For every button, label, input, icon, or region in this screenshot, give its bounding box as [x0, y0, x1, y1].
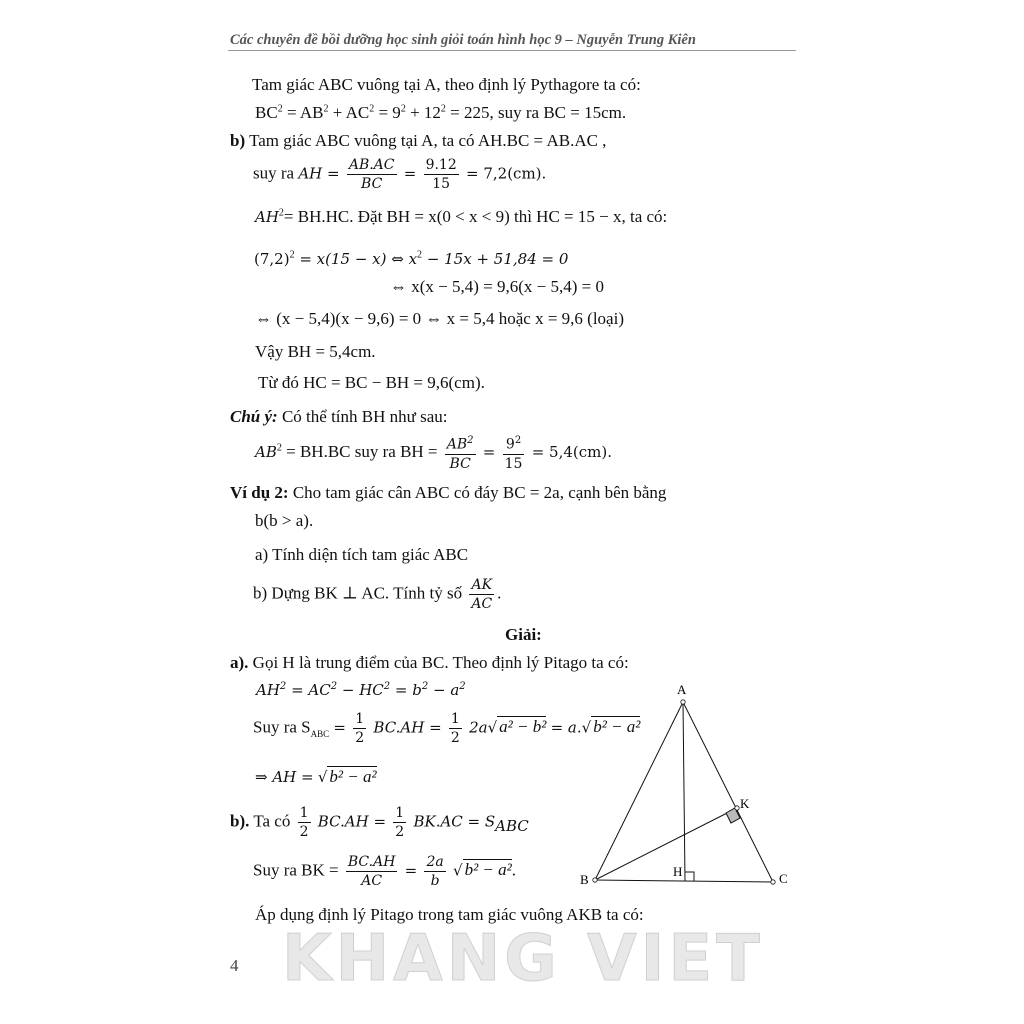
part-b-intro: b) Tam giác ABC vuông tại A, ta có AH.BC = AB.AC ,	[230, 131, 607, 150]
question-b: b) Dựng BK ⊥ AC. Tính tỷ số $\frac{AK}{AC}$ .	[253, 577, 502, 612]
bh-alt-formula: $AB^2 = BH.BC$ suy ra BH = $\frac{AB^2}{BC}$ = $\frac{9^2}{15}$ = 5,4(cm).	[255, 435, 612, 472]
quadratic-line: $(7,2)^2 = x(15 - x)$ ⇔ $x^2 - 15x + 51,84 = 0$	[254, 249, 569, 268]
side-ac	[683, 702, 773, 882]
altitude-ah	[683, 702, 685, 881]
text-line-1: Tam giác ABC vuông tại A, theo định lý Pythagore ta có:	[252, 75, 641, 94]
solution-line: ⇔ (x − 5,4)(x − 9,6) = 0 ⇔ x = 5,4 hoặc x = 9,6 (loại)	[255, 309, 624, 328]
solution-heading: Giải:	[505, 625, 542, 644]
label-a: A	[677, 682, 687, 697]
factor-line: ⇔ x(x − 5,4) = 9,6(x − 5,4) = 0	[390, 277, 604, 296]
header-rule	[228, 50, 796, 51]
watermark-logo: KHANG VIET	[282, 922, 764, 996]
solution-b: b). Ta có $\frac{1}{2}$ BC.AH = $\frac{1}{2}$ $BK.AC = S_{ABC}$	[230, 805, 529, 840]
pitago-akb: Áp dụng định lý Pitago trong tam giác vuông AKB ta có:	[255, 905, 644, 924]
question-a: a) Tính diện tích tam giác ABC	[255, 545, 469, 564]
altitude-bk	[595, 808, 737, 880]
label-c: C	[779, 871, 788, 886]
solution-a: a). Gọi H là trung điểm của BC. Theo định lý Pitago ta có:	[230, 653, 629, 672]
triangle-figure	[575, 680, 805, 900]
side-bc	[595, 880, 773, 882]
example-2-cont: b(b > a).	[255, 511, 314, 530]
note-line: Chú ý: Có thể tính BH như sau:	[230, 407, 448, 426]
running-header: Các chuyên đề bồi dưỡng học sinh giỏi toán hình học 9 – Nguyễn Trung Kiên	[230, 32, 696, 48]
area-formula: Suy ra $S_{ABC}$ = $\frac{1}{2}$ BC.AH = $\frac{1}{2}$ 2a√ a² − b² = a.√ b² − a²	[253, 711, 641, 746]
ah-result: ⇒ AH = √ b² − a²	[255, 767, 377, 786]
right-angle-h	[685, 872, 694, 881]
bk-formula: Suy ra BK = $\frac{BC.AH}{AC}$ = $\frac{2a}{b}$ √ b² − a².	[253, 854, 516, 889]
example-2: Ví dụ 2: Cho tam giác cân ABC có đáy BC = 2a, cạnh bên bằng	[230, 483, 667, 502]
page-number: 4	[230, 956, 239, 975]
label-k: K	[740, 796, 750, 811]
ah-fraction-line: suy ra AH = $\frac{AB.AC}{BC}$ = $\frac{9.12}{15}$ = 7,2(cm).	[253, 157, 547, 192]
side-ab	[595, 702, 683, 880]
bh-result: Vậy BH = 5,4cm.	[255, 342, 376, 361]
ah-pythagore: $AH^2 = AC^2 - HC^2 = b^2 - a^2$	[256, 681, 466, 699]
hc-result: Từ đó HC = BC − BH = 9,6(cm).	[258, 373, 485, 392]
label-b: B	[580, 872, 589, 887]
ah-squared-line: $AH^2= BH.HC$. Đặt BH = x(0 < x < 9) thì HC = 15 − x, ta có:	[255, 207, 668, 226]
label-h: H	[673, 864, 683, 879]
pythagore-equation: $BC^2 = AB^2 + AC^2 = 9^2 + 12^2 = 225$, suy ra BC = 15cm.	[255, 103, 627, 122]
